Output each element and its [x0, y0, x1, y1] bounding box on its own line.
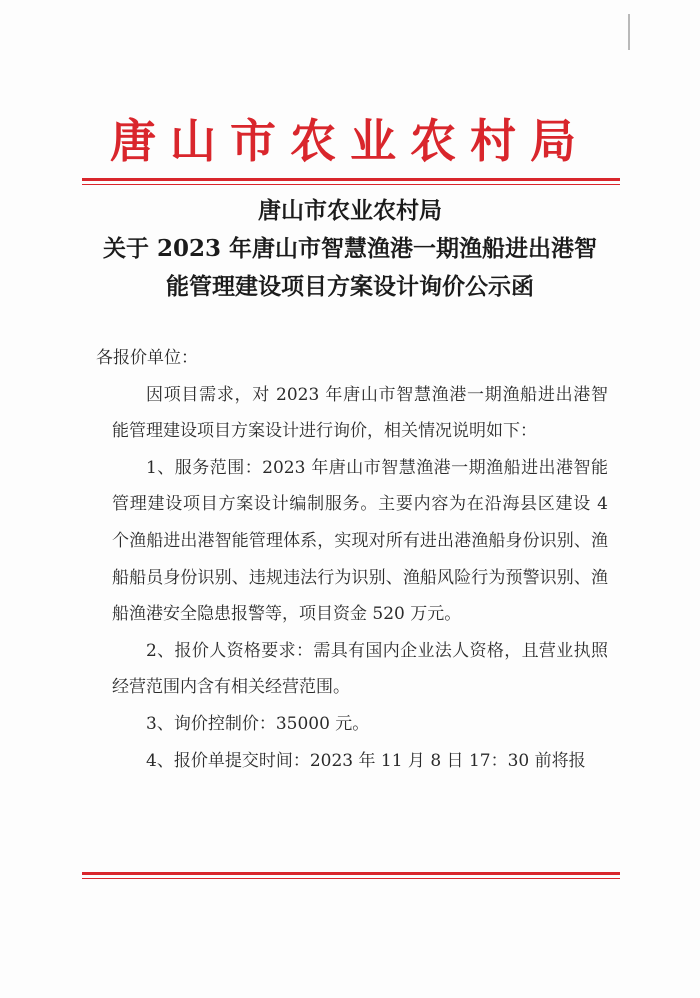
footer-rule-thick [82, 872, 620, 875]
item-control-price: 3、询价控制价：35000 元。 [146, 713, 370, 734]
title-line-3: 能管理建设项目方案设计询价公示函 [166, 273, 534, 300]
scan-mark [628, 14, 630, 50]
item-submission-time: 4、报价单提交时间：2023 年 11 月 8 日 17：30 前将报 [146, 750, 586, 771]
document-title [90, 192, 610, 306]
letterhead-title: 唐山市农业农村局 [110, 114, 590, 168]
item-qualification: 2、报价人资格要求：需具有国内企业法人资格，且营业执照经营范围内含有相关经营范围。 [112, 640, 608, 698]
item-service-scope: 1、服务范围：2023 年唐山市智慧渔港一期渔船进出港智能管理建设项目方案设计编制服务。主要内容为在沿海县区建设 4 个渔船进出港智能管理体系，实现对所有进出港渔船身份识别、渔船船员身份识别、违规违法行为识别、渔船风险行为预警识别、渔船渔港安全隐患报警等，项目资金 520 万元。 [112, 457, 608, 625]
intro-paragraph: 因项目需求，对 2023 年唐山市智慧渔港一期渔船进出港智能管理建设项目方案设计进行询价，相关情况说明如下： [112, 384, 608, 442]
letterhead-rule-thin [82, 184, 620, 185]
title-line-1: 唐山市农业农村局 [258, 197, 442, 224]
document-body [96, 340, 608, 779]
title-line-2: 关于 2023 年唐山市智慧渔港一期渔船进出港智 [102, 235, 598, 262]
salutation: 各报价单位： [96, 348, 198, 368]
letterhead-rule-thick [82, 178, 620, 181]
footer-rule-thin [82, 878, 620, 879]
